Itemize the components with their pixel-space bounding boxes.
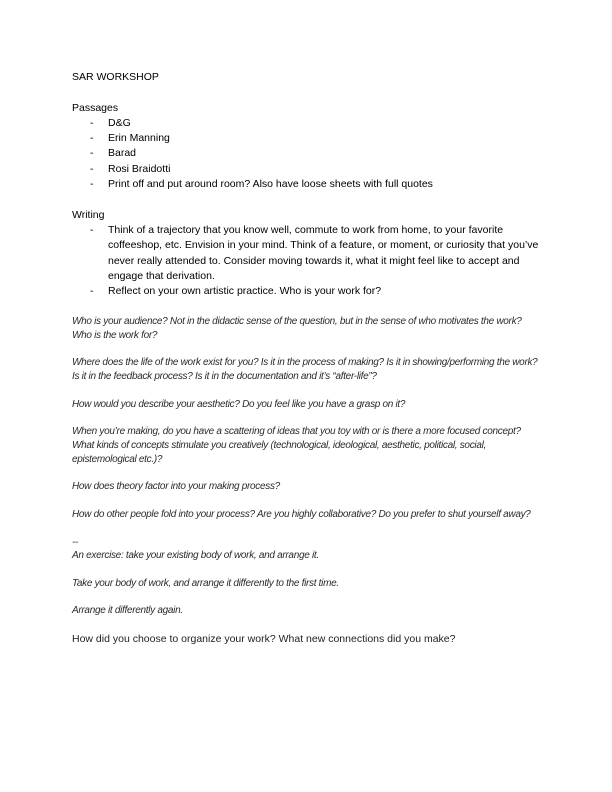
document-title: SAR WORKSHOP — [72, 71, 159, 83]
exercise-line: Take your body of work, and arrange it differently to the first time. — [72, 577, 339, 589]
list-item — [72, 146, 540, 161]
bullet-marker: - — [90, 223, 94, 236]
question-paragraph: How would you describe your aesthetic? Do you feel like you have a grasp on it? — [72, 398, 406, 410]
list-item-text: D&G — [108, 116, 131, 129]
list-item — [72, 131, 540, 146]
writing-heading: Writing — [72, 208, 105, 221]
writing-section — [72, 208, 540, 300]
questions-block — [72, 315, 540, 522]
bullet-marker: - — [90, 285, 94, 298]
exercise-line: An exercise: take your existing body of work, and arrange it. — [72, 550, 319, 562]
list-item-text: Rosi Braidotti — [108, 162, 171, 175]
exercise-block — [72, 536, 540, 619]
question-paragraph: How does theory factor into your making process? — [72, 481, 280, 493]
bullet-marker: - — [90, 147, 94, 160]
passages-list — [72, 116, 540, 192]
list-item-text: Reflect on your own artistic practice. Who is your work for? — [108, 285, 382, 298]
bullet-marker: - — [90, 116, 94, 129]
passages-section — [72, 101, 540, 193]
question-paragraph: When you’re making, do you have a scattering of ideas that you toy with or is there a more focused concept? What kinds of concepts stimulate you creatively (technological, ideological, aesthetic, political, social, epistemological etc.)? — [72, 426, 521, 465]
closing-question: How did you choose to organize your work? What new connections did you make? — [72, 633, 456, 646]
question-paragraph: Who is your audience? Not in the didactic sense of the question, but in the sense of who motivates the work? Who is the work for? — [72, 315, 522, 341]
list-item-text: Erin Manning — [108, 132, 170, 145]
list-item-text: Print off and put around room? Also have loose sheets with full quotes — [108, 178, 433, 191]
list-item — [72, 116, 540, 131]
divider-dashes: -- — [72, 536, 79, 548]
bullet-marker: - — [90, 132, 94, 145]
exercise-line: Arrange it differently again. — [72, 605, 183, 617]
list-item-text: Think of a trajectory that you know well, commute to work from home, to your favorite coffeeshop, etc. Envision in your mind. Think of a feature, or moment, or curiosity that you’ve never really attended to. Consider moving towards it, what it might feel like to accept and engage that derivation. — [108, 223, 539, 282]
passages-heading: Passages — [72, 101, 119, 114]
list-item-text: Barad — [108, 147, 137, 160]
list-item — [72, 177, 540, 192]
bullet-marker: - — [90, 162, 94, 175]
bullet-marker: - — [90, 178, 94, 191]
list-item — [72, 223, 540, 284]
question-paragraph: Where does the life of the work exist for you? Is it in the process of making? Is it in showing/performing the work? Is it in the feedback process? Is it in the documentation and it’s “after-life”? — [72, 357, 538, 382]
question-paragraph: How do other people fold into your process? Are you highly collaborative? Do you prefer to shut yourself away? — [72, 508, 531, 520]
list-item — [72, 284, 540, 299]
list-item — [72, 162, 540, 177]
writing-list — [72, 223, 540, 299]
